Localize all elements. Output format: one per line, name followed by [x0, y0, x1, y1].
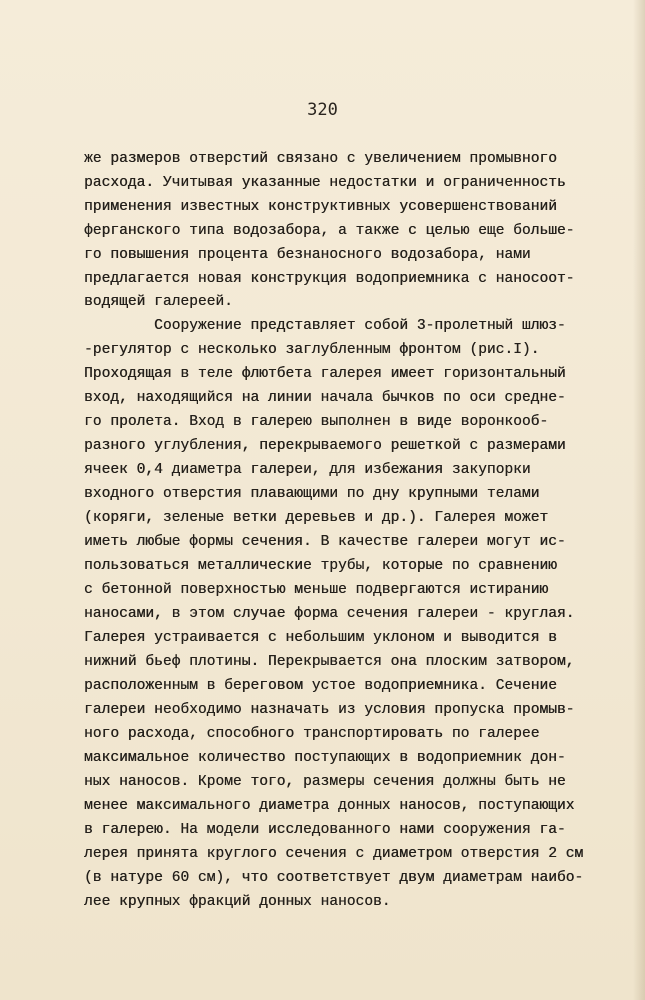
text-line: в галерею. На модели исследованного нами сооружения га- [84, 822, 566, 838]
text-line: нижний бьеф плотины. Перекрывается она плоским затвором, [84, 654, 575, 670]
text-line: же размеров отверстий связано с увеличением промывного [84, 151, 557, 167]
text-line: иметь любые формы сечения. В качестве галереи могут ис- [84, 534, 566, 550]
text-line: водящей галереей. [84, 294, 233, 310]
text-line: расхода. Учитывая указанные недостатки и ограниченность [84, 175, 566, 191]
text-line: ячеек 0,4 диаметра галереи, для избежания закупорки [84, 462, 531, 478]
text-line: вход, находящийся на линии начала бычков по оси средне- [84, 390, 566, 406]
text-line: наносами, в этом случае форма сечения галереи - круглая. [84, 606, 575, 622]
text-line: пользоваться металлические трубы, которые по сравнению [84, 558, 557, 574]
text-line: Проходящая в теле флютбета галерея имеет горизонтальный [84, 366, 566, 382]
text-line: ных наносов. Кроме того, размеры сечения должны быть не [84, 774, 566, 790]
text-line: го пролета. Вход в галерею выполнен в виде воронкооб- [84, 414, 549, 430]
text-line: (коряги, зеленые ветки деревьев и др.). Галерея может [84, 510, 549, 526]
text-line: применения известных конструктивных усовершенствований [84, 199, 557, 215]
text-line: расположенным в береговом устое водоприемника. Сечение [84, 678, 557, 694]
text-line: (в натуре 60 см), что соответствует двум диаметрам наибо- [84, 870, 584, 886]
text-line: -регулятор с несколько заглубленным фронтом (рис.I). [84, 342, 540, 358]
text-line: Галерея устраивается с небольшим уклоном и выводится в [84, 630, 557, 646]
page-edge-shadow [633, 0, 645, 1000]
text-line: Сооружение представляет собой 3-пролетный шлюз- [84, 318, 566, 334]
text-line: предлагается новая конструкция водоприемника с наносоот- [84, 271, 575, 287]
text-line: галереи необходимо назначать из условия пропуска промыв- [84, 702, 575, 718]
text-line: разного углубления, перекрываемого решеткой с размерами [84, 438, 566, 454]
text-line: го повышения процента безнаносного водозабора, нами [84, 247, 531, 263]
text-line: ферганского типа водозабора, а также с целью еще большe- [84, 223, 575, 239]
text-line: лерея принята круглого сечения с диаметром отверстия 2 см [84, 846, 584, 862]
text-line: лее крупных фракций донных наносов. [84, 894, 391, 910]
page-number: 320 [307, 100, 338, 120]
text-line: входного отверстия плавающими по дну крупными телами [84, 486, 540, 502]
text-line: с бетонной поверхностью меньше подвергаются истиранию [84, 582, 549, 598]
text-line: ного расхода, способного транспортировать по галерее [84, 726, 540, 742]
text-line: менее максимального диаметра донных наносов, поступающих [84, 798, 575, 814]
text-line: максимальное количество поступающих в водоприемник дон- [84, 750, 566, 766]
